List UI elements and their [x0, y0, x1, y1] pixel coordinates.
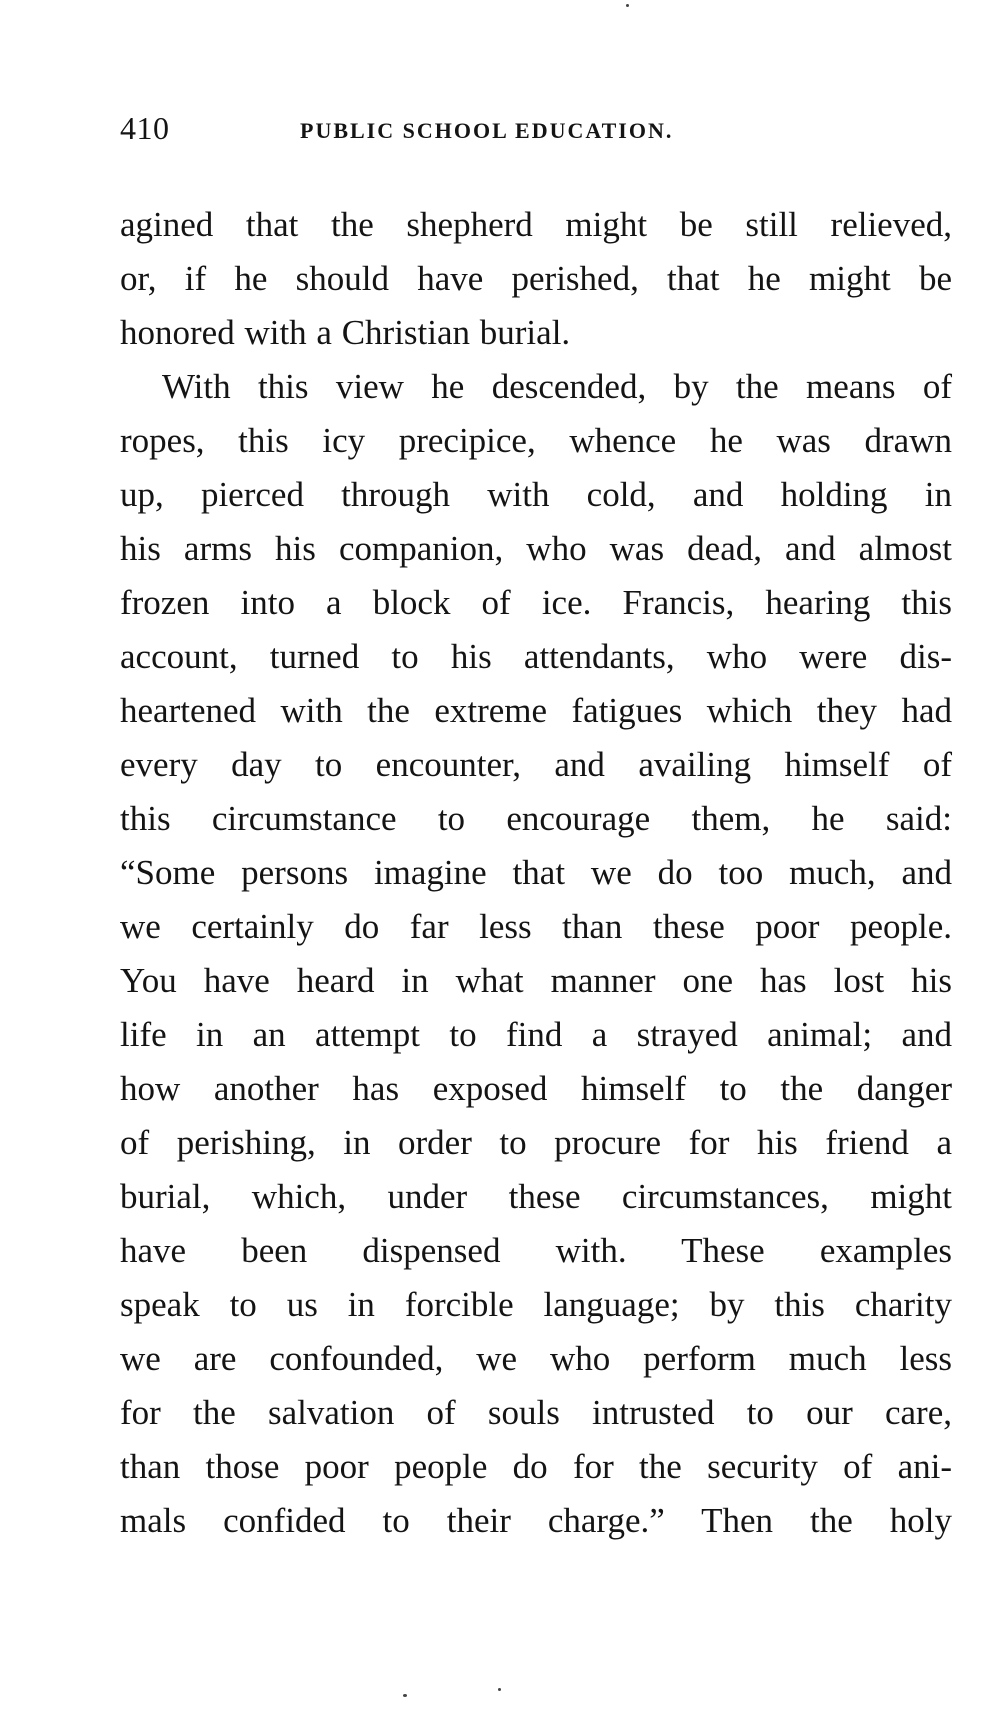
- running-title: PUBLIC SCHOOL EDUCATION.: [300, 118, 674, 143]
- text-line: ropes, this icy precipice, whence he was drawn: [120, 421, 952, 460]
- text-line: agined that the shepherd might be still relieved,: [120, 205, 952, 244]
- text-line: of perishing, in order to procure for his friend a: [120, 1123, 952, 1162]
- text-line: account, turned to his attendants, who were dis-: [120, 637, 952, 676]
- text-line: we are confounded, we who perform much less: [120, 1339, 952, 1378]
- text-line: this circumstance to encourage them, he said:: [120, 799, 952, 838]
- text-line: frozen into a block of ice. Francis, hearing this: [120, 583, 952, 622]
- text-line: every day to encounter, and availing himself of: [120, 745, 952, 784]
- text-line: life in an attempt to find a strayed animal; and: [120, 1015, 952, 1054]
- ink-speck: [498, 1688, 501, 1691]
- text-line: “Some persons imagine that we do too much, and: [120, 853, 952, 892]
- body-text: [120, 198, 952, 1548]
- page-number: 410: [120, 110, 170, 146]
- text-line: up, pierced through with cold, and holding in: [120, 475, 952, 514]
- text-line: mals confided to their charge.” Then the holy: [120, 1501, 952, 1540]
- text-line: You have heard in what manner one has lost his: [120, 961, 952, 1000]
- text-line: speak to us in forcible language; by this charity: [120, 1285, 952, 1324]
- text-line: heartened with the extreme fatigues which they had: [120, 691, 952, 730]
- ink-speck: [626, 4, 629, 7]
- text-line: have been dispensed with. These examples: [120, 1231, 952, 1270]
- text-line: for the salvation of souls intrusted to our care,: [120, 1393, 952, 1432]
- text-line: or, if he should have perished, that he might be: [120, 259, 952, 298]
- text-line: than those poor people do for the security of ani-: [120, 1447, 952, 1486]
- ink-speck: [403, 1694, 407, 1697]
- text-line: his arms his companion, who was dead, and almost: [120, 529, 952, 568]
- text-line: With this view he descended, by the means of: [162, 367, 952, 406]
- text-line: we certainly do far less than these poor people.: [120, 907, 952, 946]
- text-line: how another has exposed himself to the danger: [120, 1069, 952, 1108]
- paragraph: [120, 198, 952, 360]
- text-line: honored with a Christian burial.: [120, 313, 571, 352]
- paragraph: [120, 360, 952, 1548]
- page-header: [120, 110, 950, 150]
- text-line: burial, which, under these circumstances, might: [120, 1177, 952, 1216]
